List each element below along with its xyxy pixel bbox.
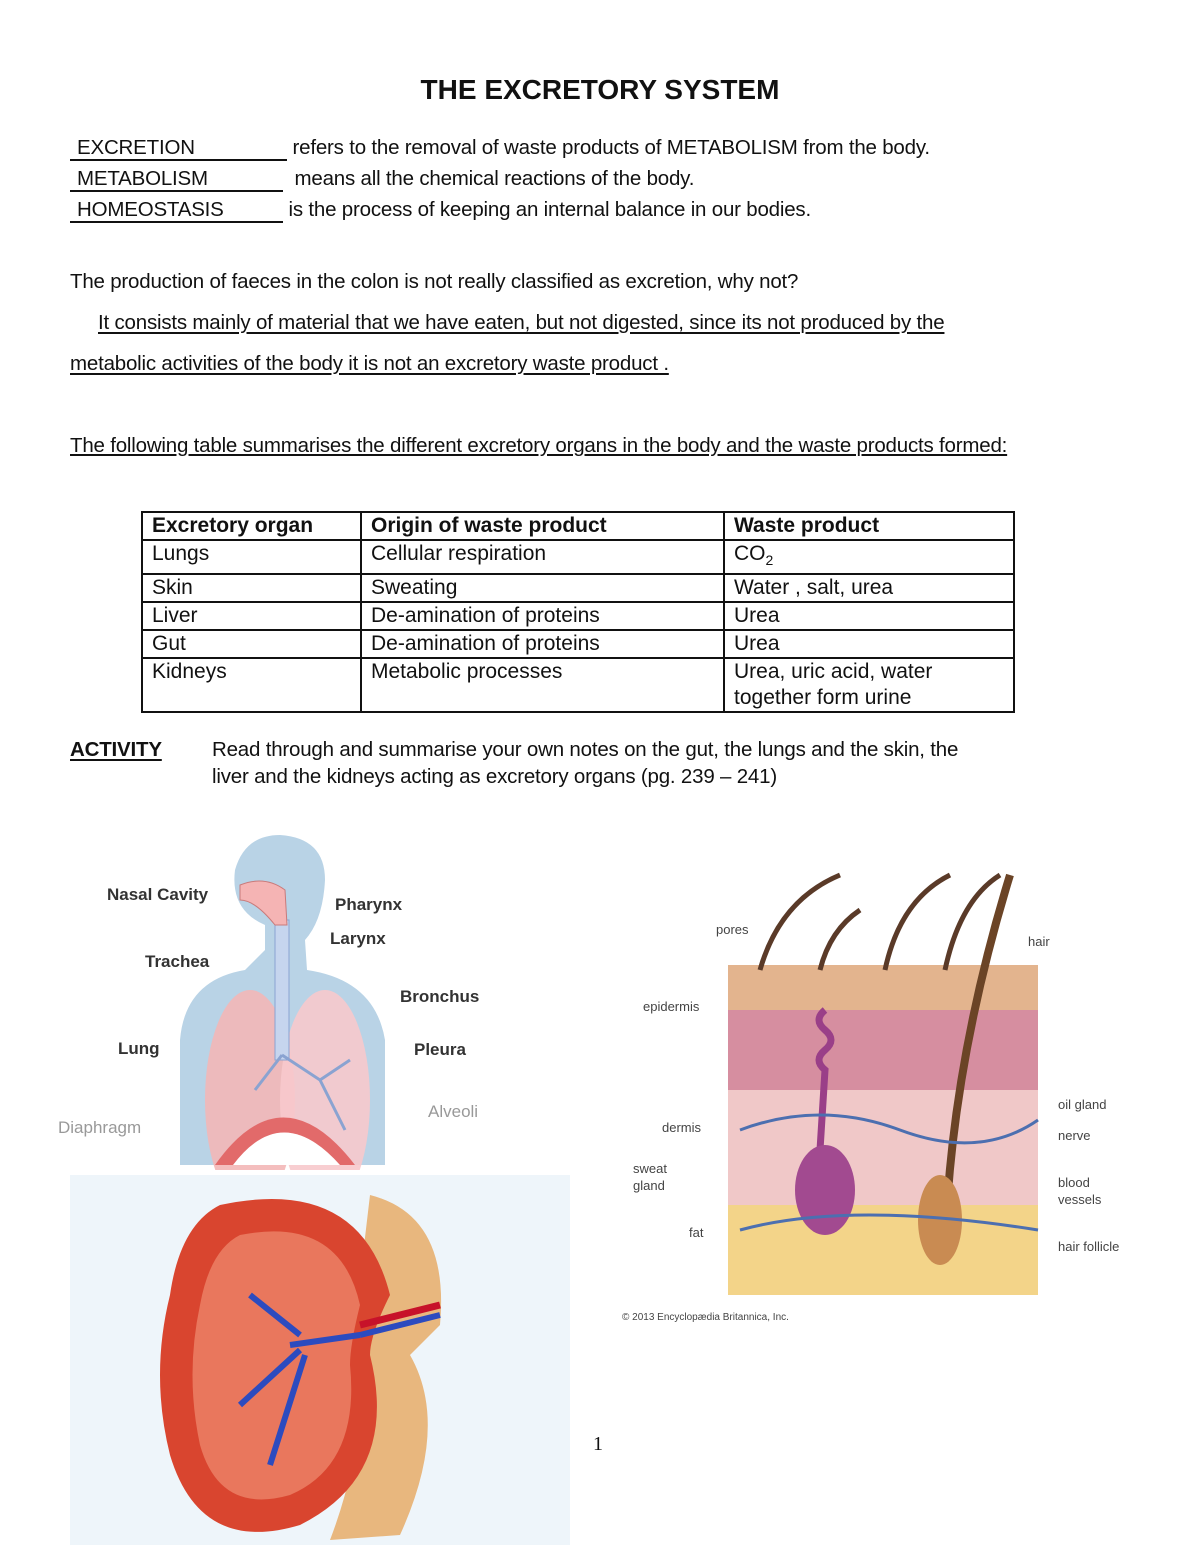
table-row — [142, 602, 1014, 630]
table-cell: Cellular respiration — [361, 540, 724, 574]
table-cell: Sweating — [361, 574, 724, 602]
label-sweat: sweat — [633, 1161, 667, 1176]
label-nasal-cavity: Nasal Cavity — [107, 885, 209, 904]
table-cell: Gut — [142, 630, 361, 658]
definition-excretion — [70, 136, 930, 161]
activity-line-1: Read through and summarise your own notes on the gut, the lungs and the skin, the — [212, 738, 959, 761]
table-cell: Liver — [142, 602, 361, 630]
table-header-row — [142, 512, 1014, 540]
definition-text: is the process of keeping an internal balance in our bodies. — [288, 198, 811, 221]
label-nerve: nerve — [1058, 1128, 1091, 1143]
label-gland: gland — [633, 1178, 665, 1193]
copyright-notice: © 2013 Encyclopædia Britannica, Inc. — [622, 1312, 789, 1323]
column-header: Excretory organ — [142, 512, 361, 540]
table-row — [142, 630, 1014, 658]
term: HOMEOSTASIS — [70, 199, 283, 223]
label-larynx: Larynx — [330, 929, 386, 948]
label-oil-gland: oil gland — [1058, 1097, 1107, 1112]
table-cell: De-amination of proteins — [361, 602, 724, 630]
question: The production of faeces in the colon is not really classified as excretion, why not? — [70, 270, 799, 293]
label-fat: fat — [689, 1225, 704, 1240]
label-hair-follicle: hair follicle — [1058, 1239, 1120, 1254]
definition-homeostasis — [70, 198, 811, 223]
label-blood: blood — [1058, 1175, 1090, 1190]
label-vessels: vessels — [1058, 1192, 1102, 1207]
label-pharynx: Pharynx — [335, 895, 403, 914]
table-cell: Urea, uric acid, water together form urine — [724, 658, 1014, 712]
table-cell: $CO_2$ — [724, 540, 1014, 574]
term: METABOLISM — [70, 168, 283, 192]
table-cell: Metabolic processes — [361, 658, 724, 712]
label-alveoli: Alveoli — [428, 1102, 479, 1121]
table-intro: The following table summarises the different excretory organs in the body and the waste products formed: — [70, 434, 1008, 457]
excretory-organs-table — [141, 511, 1015, 713]
table-cell: Water , salt, urea — [724, 574, 1014, 602]
table-row — [142, 658, 1014, 712]
table-cell: Urea — [724, 630, 1014, 658]
table-cell: Skin — [142, 574, 361, 602]
kidney-cross-section-illustration — [70, 1175, 570, 1545]
table-cell: De-amination of proteins — [361, 630, 724, 658]
label-diaphragm: Diaphragm — [58, 1118, 142, 1137]
label-epidermis: epidermis — [643, 999, 700, 1014]
label-lung: Lung — [118, 1039, 160, 1058]
label-pleura: Pleura — [414, 1040, 466, 1059]
activity-line-2: liver and the kidneys acting as excretory organs (pg. 239 – 241) — [212, 765, 777, 788]
page-title: THE EXCRETORY SYSTEM — [420, 74, 780, 105]
skin-cross-section-illustration — [700, 870, 1060, 1310]
table-cell: Lungs — [142, 540, 361, 574]
label-dermis: dermis — [662, 1120, 702, 1135]
label-trachea: Trachea — [145, 952, 210, 971]
answer-line-2: metabolic activities of the body it is not an excretory waste product . — [70, 352, 669, 375]
column-header: Waste product — [724, 512, 1014, 540]
column-header: Origin of waste product — [361, 512, 724, 540]
activity-label: ACTIVITY — [70, 738, 162, 761]
table-cell: Kidneys — [142, 658, 361, 712]
definition-text: means all the chemical reactions of the body. — [294, 167, 695, 190]
label-pores: pores — [716, 922, 749, 937]
term: EXCRETION — [70, 137, 287, 161]
definition-text: refers to the removal of waste products of METABOLISM from the body. — [292, 136, 930, 159]
label-bronchus: Bronchus — [400, 987, 480, 1006]
definition-metabolism — [70, 167, 694, 192]
table-row — [142, 540, 1014, 574]
page-number: 1 — [593, 1433, 603, 1455]
label-hair: hair — [1028, 934, 1050, 949]
answer-line-1: It consists mainly of material that we have eaten, but not digested, since its not produced by the — [98, 311, 945, 334]
table-row — [142, 574, 1014, 602]
table-cell: Urea — [724, 602, 1014, 630]
